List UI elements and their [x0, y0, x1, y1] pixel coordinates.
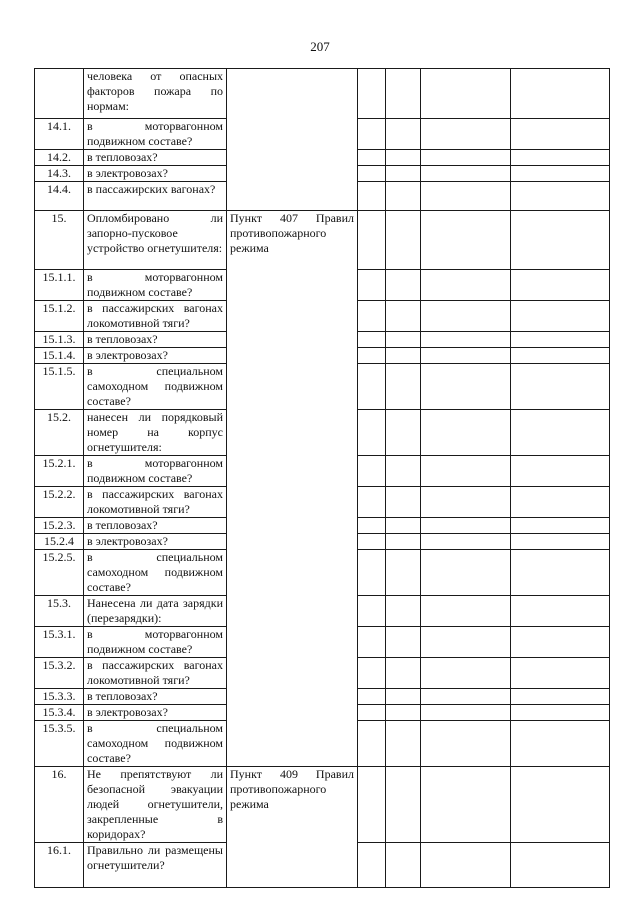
- item-number: 15.3.1.: [35, 627, 84, 658]
- answer-no-cell[interactable]: [386, 364, 421, 410]
- answer-no-cell[interactable]: [386, 627, 421, 658]
- notes-cell[interactable]: [511, 69, 610, 119]
- item-number: 15.1.1.: [35, 270, 84, 301]
- not-applicable-cell[interactable]: [421, 182, 511, 211]
- answer-yes-cell[interactable]: [358, 487, 386, 518]
- notes-cell[interactable]: [511, 689, 610, 705]
- not-applicable-cell[interactable]: [421, 843, 511, 888]
- question-text: человека от опасных факторов пожара по нормам:: [84, 69, 227, 119]
- item-number: 14.4.: [35, 182, 84, 211]
- notes-cell[interactable]: [511, 550, 610, 596]
- answer-no-cell[interactable]: [386, 658, 421, 689]
- notes-cell[interactable]: [511, 166, 610, 182]
- question-text: в электровозах?: [84, 166, 227, 182]
- answer-no-cell[interactable]: [386, 705, 421, 721]
- answer-no-cell[interactable]: [386, 518, 421, 534]
- answer-yes-cell[interactable]: [358, 119, 386, 150]
- answer-no-cell[interactable]: [386, 596, 421, 627]
- notes-cell[interactable]: [511, 705, 610, 721]
- notes-cell[interactable]: [511, 518, 610, 534]
- item-number: [35, 69, 84, 119]
- question-text: в электровозах?: [84, 534, 227, 550]
- item-number: 15.3.5.: [35, 721, 84, 767]
- answer-no-cell[interactable]: [386, 119, 421, 150]
- not-applicable-cell[interactable]: [421, 534, 511, 550]
- item-number: 15.3.: [35, 596, 84, 627]
- answer-yes-cell[interactable]: [358, 364, 386, 410]
- answer-yes-cell[interactable]: [358, 767, 386, 843]
- not-applicable-cell[interactable]: [421, 69, 511, 119]
- table-row: [35, 211, 610, 270]
- question-text: в специальном самоходном подвижном составе?: [84, 550, 227, 596]
- answer-no-cell[interactable]: [386, 410, 421, 456]
- not-applicable-cell[interactable]: [421, 119, 511, 150]
- notes-cell[interactable]: [511, 364, 610, 410]
- answer-no-cell[interactable]: [386, 166, 421, 182]
- question-text: в пассажирских вагонах локомотивной тяги?: [84, 487, 227, 518]
- question-text: в специальном самоходном подвижном составе?: [84, 721, 227, 767]
- answer-yes-cell[interactable]: [358, 627, 386, 658]
- answer-no-cell[interactable]: [386, 69, 421, 119]
- not-applicable-cell[interactable]: [421, 487, 511, 518]
- not-applicable-cell[interactable]: [421, 721, 511, 767]
- item-number: 15.: [35, 211, 84, 270]
- not-applicable-cell[interactable]: [421, 270, 511, 301]
- table-row: [35, 69, 610, 119]
- answer-yes-cell[interactable]: [358, 150, 386, 166]
- not-applicable-cell[interactable]: [421, 301, 511, 332]
- question-text: в пассажирских вагонах?: [84, 182, 227, 211]
- answer-yes-cell[interactable]: [358, 518, 386, 534]
- answer-no-cell[interactable]: [386, 487, 421, 518]
- answer-yes-cell[interactable]: [358, 843, 386, 888]
- item-number: 15.2.: [35, 410, 84, 456]
- answer-yes-cell[interactable]: [358, 166, 386, 182]
- item-number: 15.1.4.: [35, 348, 84, 364]
- requirement-reference: Пункт 407 Правил противопожарного режима: [227, 211, 358, 767]
- answer-no-cell[interactable]: [386, 550, 421, 596]
- notes-cell[interactable]: [511, 596, 610, 627]
- question-text: Нанесена ли дата зарядки (перезарядки):: [84, 596, 227, 627]
- item-number: 14.2.: [35, 150, 84, 166]
- item-number: 16.: [35, 767, 84, 843]
- answer-no-cell[interactable]: [386, 211, 421, 270]
- notes-cell[interactable]: [511, 119, 610, 150]
- answer-yes-cell[interactable]: [358, 270, 386, 301]
- answer-yes-cell[interactable]: [358, 534, 386, 550]
- not-applicable-cell[interactable]: [421, 348, 511, 364]
- notes-cell[interactable]: [511, 456, 610, 487]
- item-number: 15.2.1.: [35, 456, 84, 487]
- answer-yes-cell[interactable]: [358, 456, 386, 487]
- answer-yes-cell[interactable]: [358, 721, 386, 767]
- answer-yes-cell[interactable]: [358, 332, 386, 348]
- not-applicable-cell[interactable]: [421, 150, 511, 166]
- answer-yes-cell[interactable]: [358, 410, 386, 456]
- requirement-reference: Пункт 409 Правил противопожарного режима: [227, 767, 358, 888]
- notes-cell[interactable]: [511, 410, 610, 456]
- answer-no-cell[interactable]: [386, 270, 421, 301]
- item-number: 15.1.5.: [35, 364, 84, 410]
- checklist-table: [34, 68, 610, 888]
- item-number: 14.3.: [35, 166, 84, 182]
- answer-yes-cell[interactable]: [358, 596, 386, 627]
- answer-yes-cell[interactable]: [358, 301, 386, 332]
- question-text: в пассажирских вагонах локомотивной тяги?: [84, 301, 227, 332]
- answer-yes-cell[interactable]: [358, 705, 386, 721]
- requirement-reference: [227, 69, 358, 211]
- question-text: в электровозах?: [84, 705, 227, 721]
- question-text: в тепловозах?: [84, 689, 227, 705]
- notes-cell[interactable]: [511, 534, 610, 550]
- answer-yes-cell[interactable]: [358, 550, 386, 596]
- notes-cell[interactable]: [511, 270, 610, 301]
- question-text: в электровозах?: [84, 348, 227, 364]
- notes-cell[interactable]: [511, 301, 610, 332]
- not-applicable-cell[interactable]: [421, 456, 511, 487]
- answer-no-cell[interactable]: [386, 721, 421, 767]
- item-number: 15.1.2.: [35, 301, 84, 332]
- item-number: 15.3.2.: [35, 658, 84, 689]
- not-applicable-cell[interactable]: [421, 627, 511, 658]
- item-number: 15.2.2.: [35, 487, 84, 518]
- answer-no-cell[interactable]: [386, 182, 421, 211]
- not-applicable-cell[interactable]: [421, 596, 511, 627]
- item-number: 16.1.: [35, 843, 84, 888]
- question-text: в специальном самоходном подвижном составе?: [84, 364, 227, 410]
- answer-no-cell[interactable]: [386, 534, 421, 550]
- question-text: в пассажирских вагонах локомотивной тяги?: [84, 658, 227, 689]
- question-text: Не препятствуют ли безопасной эвакуации людей огнетушители, закрепленные в коридорах?: [84, 767, 227, 843]
- notes-cell[interactable]: [511, 767, 610, 843]
- not-applicable-cell[interactable]: [421, 518, 511, 534]
- not-applicable-cell[interactable]: [421, 658, 511, 689]
- not-applicable-cell[interactable]: [421, 166, 511, 182]
- notes-cell[interactable]: [511, 332, 610, 348]
- item-number: 15.2.5.: [35, 550, 84, 596]
- item-number: 14.1.: [35, 119, 84, 150]
- answer-no-cell[interactable]: [386, 332, 421, 348]
- question-text: в тепловозах?: [84, 518, 227, 534]
- answer-no-cell[interactable]: [386, 843, 421, 888]
- item-number: 15.2.3.: [35, 518, 84, 534]
- answer-no-cell[interactable]: [386, 150, 421, 166]
- notes-cell[interactable]: [511, 348, 610, 364]
- not-applicable-cell[interactable]: [421, 332, 511, 348]
- not-applicable-cell[interactable]: [421, 705, 511, 721]
- not-applicable-cell[interactable]: [421, 364, 511, 410]
- not-applicable-cell[interactable]: [421, 211, 511, 270]
- answer-yes-cell[interactable]: [358, 69, 386, 119]
- table-row: [35, 767, 610, 843]
- answer-no-cell[interactable]: [386, 348, 421, 364]
- notes-cell[interactable]: [511, 211, 610, 270]
- notes-cell[interactable]: [511, 150, 610, 166]
- answer-no-cell[interactable]: [386, 767, 421, 843]
- notes-cell[interactable]: [511, 658, 610, 689]
- page-number: 207: [310, 39, 330, 54]
- question-text: Опломбировано ли запорно-пусковое устройство огнетушителя:: [84, 211, 227, 270]
- answer-yes-cell[interactable]: [358, 211, 386, 270]
- notes-cell[interactable]: [511, 487, 610, 518]
- answer-yes-cell[interactable]: [358, 658, 386, 689]
- notes-cell[interactable]: [511, 843, 610, 888]
- notes-cell[interactable]: [511, 182, 610, 211]
- question-text: нанесен ли порядковый номер на корпус огнетушителя:: [84, 410, 227, 456]
- answer-no-cell[interactable]: [386, 689, 421, 705]
- notes-cell[interactable]: [511, 721, 610, 767]
- item-number: 15.1.3.: [35, 332, 84, 348]
- item-number: 15.3.3.: [35, 689, 84, 705]
- item-number: 15.3.4.: [35, 705, 84, 721]
- question-text: в моторвагонном подвижном составе?: [84, 456, 227, 487]
- not-applicable-cell[interactable]: [421, 550, 511, 596]
- not-applicable-cell[interactable]: [421, 767, 511, 843]
- answer-no-cell[interactable]: [386, 456, 421, 487]
- notes-cell[interactable]: [511, 627, 610, 658]
- answer-yes-cell[interactable]: [358, 689, 386, 705]
- question-text: в моторвагонном подвижном составе?: [84, 270, 227, 301]
- question-text: в тепловозах?: [84, 332, 227, 348]
- answer-yes-cell[interactable]: [358, 348, 386, 364]
- item-number: 15.2.4: [35, 534, 84, 550]
- answer-yes-cell[interactable]: [358, 182, 386, 211]
- question-text: в моторвагонном подвижном составе?: [84, 627, 227, 658]
- question-text: в моторвагонном подвижном составе?: [84, 119, 227, 150]
- question-text: в тепловозах?: [84, 150, 227, 166]
- answer-no-cell[interactable]: [386, 301, 421, 332]
- not-applicable-cell[interactable]: [421, 689, 511, 705]
- not-applicable-cell[interactable]: [421, 410, 511, 456]
- question-text: Правильно ли размещены огнетушители?: [84, 843, 227, 888]
